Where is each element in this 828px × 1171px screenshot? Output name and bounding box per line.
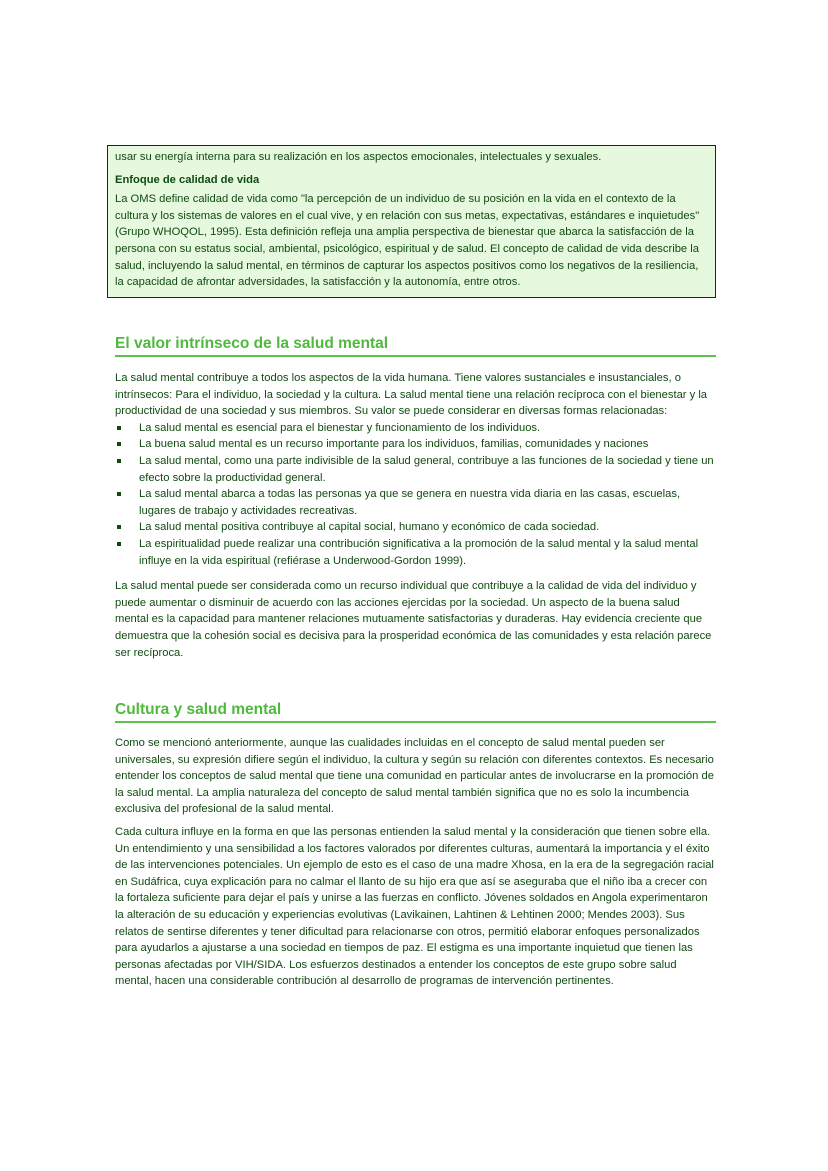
bullet-square-icon: [117, 459, 121, 463]
values-bullet-list: [115, 420, 715, 569]
bullet-square-icon: [117, 525, 121, 529]
list-item: La salud mental, como una parte indivisible de la salud general, contribuye a las funciones de la sociedad y tiene un efecto sobre la productividad general.: [115, 453, 715, 486]
section-closing-paragraph: La salud mental puede ser considerada como un recurso individual que contribuye a la calidad de vida del individuo y puede aumentar o disminuir de acuerdo con las acciones ejercidas por la sociedad. Un aspecto de la buena salud mental es la capacidad para mantener relaciones mutuamente satisfactorias y duraderas. Hay evidencia creciente que demuestra que la cohesión social es decisiva para la prosperidad económica de las comunidades y esta relación parece ser recíproca.: [115, 580, 712, 659]
section-intrinsic-value-body: [115, 370, 715, 661]
bullet-square-icon: [117, 442, 121, 446]
section-intro-paragraph: La salud mental contribuye a todos los aspectos de la vida humana. Tiene valores sustanciales e insustanciales, o intrínsecos: Para el individuo, la sociedad y la cultura. La salud mental tiene una relación recíproca con el bienestar y la productividad de una sociedad y sus miembros. Su valor se puede considerar en diversas formas relacionadas:: [115, 372, 708, 418]
list-item: La espiritualidad puede realizar una contribución significativa a la promoción de la salud mental y la salud mental influye en la vida espiritual (refiérase a Underwood-Gordon 1999).: [115, 536, 715, 569]
culture-paragraph-2: Cada cultura influye en la forma en que las personas entienden la salud mental y la consideración que tienen sobre ella. Un entendimiento y una sensibilidad a los factores valorados por diferentes culturas, aumentará la importancia y el éxito de las intervenciones potenciales. Un ejemplo de esto es el caso de una madre Xhosa, en la era de la segregación racial en Sudáfrica, cuya explicación para no calmar el llanto de su hijo era que así se aseguraba que el niño iba a crecer con la fortaleza suficiente para dejar el país y unirse a las fuerzas en conflicto. Jóvenes soldados en Angola experimentaron la alteración de su educación y experiencias evolutivas (Lavikainen, Lahtinen & Lehtinen 2000; Mendes 2003). Sus relatos de sentirse diferentes y tener dificultad para relacionarse con otros, permitió elaborar enfoques personalizados para ayudarlos a ajustarse a una sociedad en tiempos de paz. El estigma es una importante inquietud que tienen las personas afectadas por VIH/SIDA. Los esfuerzos destinados a entender los conceptos de este grupo sobre salud mental, hacen una considerable contribución al desarrollo de programas de intervención pertinentes.: [115, 825, 714, 988]
bullet-square-icon: [117, 426, 121, 430]
bullet-square-icon: [117, 492, 121, 496]
list-item: La salud mental abarca a todas las personas ya que se genera en nuestra vida diaria en las casas, escuelas, lugares de trabajo y actividades recreativas.: [115, 486, 715, 519]
section-culture-body: [115, 735, 715, 990]
box-subheading: Enfoque de calidad de vida: [115, 173, 260, 186]
culture-paragraph-1: Como se mencionó anteriormente, aunque las cualidades incluidas en el concepto de salud mental pueden ser universales, su expresión difiere según el individuo, la cultura y según su relación con diferentes contextos. Es necesario entender los conceptos de salud mental que tiene una comunidad en particular antes de involucrarse en la promoción de la salud mental. La amplia naturaleza del concepto de salud mental también significa que no es solo la incumbencia exclusiva del profesional de la salud mental.: [115, 737, 714, 816]
section-title-culture: Cultura y salud mental: [115, 701, 716, 723]
list-item: La salud mental es esencial para el bienestar y funcionamiento de los individuos.: [115, 420, 715, 437]
bullet-square-icon: [117, 542, 121, 546]
box-first-line: usar su energía interna para su realización en los aspectos emocionales, intelectuales y sexuales.: [115, 151, 602, 163]
box-paragraph: La OMS define calidad de vida como "la percepción de un individuo de su posición en la vida en el contexto de la cultura y los sistemas de valores en el cual vive, y en relación con sus metas, expectativas, estándares e inquietudes" (Grupo WHOQOL, 1995). Esta definición refleja una amplia perspectiva de bienestar que abarca la satisfacción de la persona con su estatus social, ambiental, psicológico, espiritual y de salud. El concepto de calidad de vida describe la salud, incluyendo la salud mental, en términos de capturar los aspectos positivos como los negativos de la resiliencia, la capacidad de afrontar adversidades, la satisfacción y la autonomía, entre otros.: [115, 193, 700, 289]
section-title-intrinsic-value: El valor intrínseco de la salud mental: [115, 335, 716, 357]
list-item: La buena salud mental es un recurso importante para los individuos, familias, comunidades y naciones: [115, 436, 715, 453]
quality-of-life-box: [107, 145, 716, 298]
list-item: La salud mental positiva contribuye al capital social, humano y económico de cada sociedad.: [115, 519, 715, 536]
